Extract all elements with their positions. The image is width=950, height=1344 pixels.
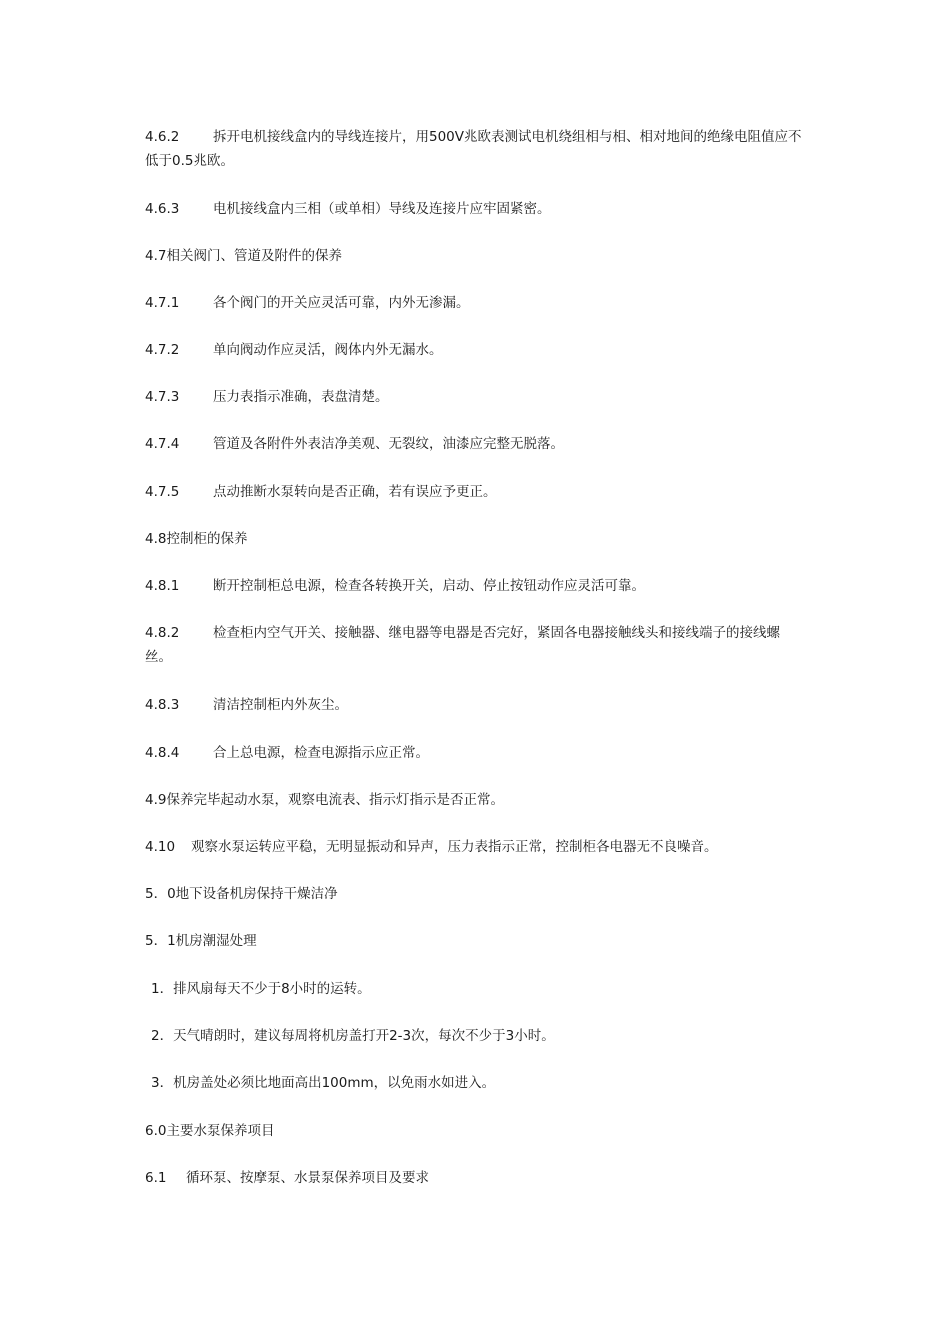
paragraph-number: 4.6.3 (145, 201, 180, 217)
paragraph-text: 压力表指示准确，表盘清楚。 (213, 389, 389, 405)
paragraph-text: 5．0地下设备机房保持干燥洁净 (145, 886, 338, 902)
list-item-text: 2．天气晴朗时，建议每周将机房盖打开2-3次，每次不少于3小时。 (151, 1028, 555, 1044)
section-heading-5-1 (145, 929, 805, 953)
section-heading-4-8 (145, 527, 805, 551)
paragraph-text: 单向阀动作应灵活，阀体内外无漏水。 (213, 342, 443, 358)
paragraph-text: 4.7相关阀门、管道及附件的保养 (145, 248, 342, 264)
paragraph-text: 循环泵、按摩泵、水景泵保养项目及要求 (186, 1170, 429, 1186)
paragraph-4-7-2 (145, 338, 805, 362)
paragraph-text: 合上总电源，检查电源指示应正常。 (213, 745, 429, 761)
paragraph-4-9 (145, 788, 805, 812)
paragraph-number: 4.6.2 (145, 129, 180, 145)
paragraph-number: 4.7.2 (145, 342, 180, 358)
paragraph-4-6-3 (145, 197, 805, 221)
paragraph-number: 6.1 (145, 1170, 167, 1186)
section-heading-4-7 (145, 244, 805, 268)
paragraph-4-6-2 (145, 125, 805, 173)
paragraph-text: 观察水泵运转应平稳，无明显振动和异声，压力表指示正常，控制柜各电器无不良噪音。 (191, 839, 718, 855)
paragraph-text: 4.8控制柜的保养 (145, 531, 248, 547)
paragraph-number: 4.7.3 (145, 389, 180, 405)
paragraph-4-8-4 (145, 741, 805, 765)
paragraph-text: 清洁控制柜内外灰尘。 (213, 697, 348, 713)
paragraph-4-7-1 (145, 291, 805, 315)
paragraph-text: 6.0主要水泵保养项目 (145, 1123, 275, 1139)
paragraph-4-10 (145, 835, 805, 859)
list-item-1 (145, 977, 811, 1001)
paragraph-number: 4.8.3 (145, 697, 180, 713)
paragraph-text: 拆开电机接线盒内的导线连接片，用500V兆欧表测试电机绕组相与相、相对地间的绝缘电阻值应不低于0.5兆欧。 (145, 129, 802, 169)
list-item-2 (145, 1024, 811, 1048)
paragraph-4-8-1 (145, 574, 805, 598)
paragraph-4-7-3 (145, 385, 805, 409)
paragraph-number: 4.10 (145, 839, 176, 855)
paragraph-text: 检查柜内空气开关、接触器、继电器等电器是否完好，紧固各电器接触线头和接线端子的接线螺丝。 (145, 625, 780, 665)
paragraph-number: 4.7.5 (145, 484, 180, 500)
section-heading-5-0 (145, 882, 805, 906)
paragraph-number: 4.7.1 (145, 295, 180, 311)
list-item-text: 3．机房盖处必须比地面高出100mm，以免雨水如进入。 (151, 1075, 496, 1091)
paragraph-text: 电机接线盒内三相（或单相）导线及连接片应牢固紧密。 (213, 201, 551, 217)
paragraph-text: 4.9保养完毕起动水泵，观察电流表、指示灯指示是否正常。 (145, 792, 504, 808)
paragraph-text: 点动推断水泵转向是否正确，若有误应予更正。 (213, 484, 497, 500)
paragraph-number: 4.8.1 (145, 578, 180, 594)
section-heading-6-0 (145, 1119, 805, 1143)
paragraph-4-8-2 (145, 621, 805, 669)
list-item-text: 1．排风扇每天不少于8小时的运转。 (151, 981, 371, 997)
paragraph-number: 4.7.4 (145, 436, 180, 452)
paragraph-text: 各个阀门的开关应灵活可靠，内外无渗漏。 (213, 295, 470, 311)
paragraph-4-7-4 (145, 432, 805, 456)
paragraph-text: 5．1机房潮湿处理 (145, 933, 257, 949)
paragraph-6-1 (145, 1166, 805, 1190)
paragraph-text: 断开控制柜总电源，检查各转换开关，启动、停止按钮动作应灵活可靠。 (213, 578, 645, 594)
paragraph-number: 4.8.4 (145, 745, 180, 761)
paragraph-number: 4.8.2 (145, 625, 180, 641)
paragraph-text: 管道及各附件外表洁净美观、无裂纹，油漆应完整无脱落。 (213, 436, 564, 452)
list-item-3 (145, 1071, 811, 1095)
paragraph-4-7-5 (145, 480, 805, 504)
paragraph-4-8-3 (145, 693, 805, 717)
